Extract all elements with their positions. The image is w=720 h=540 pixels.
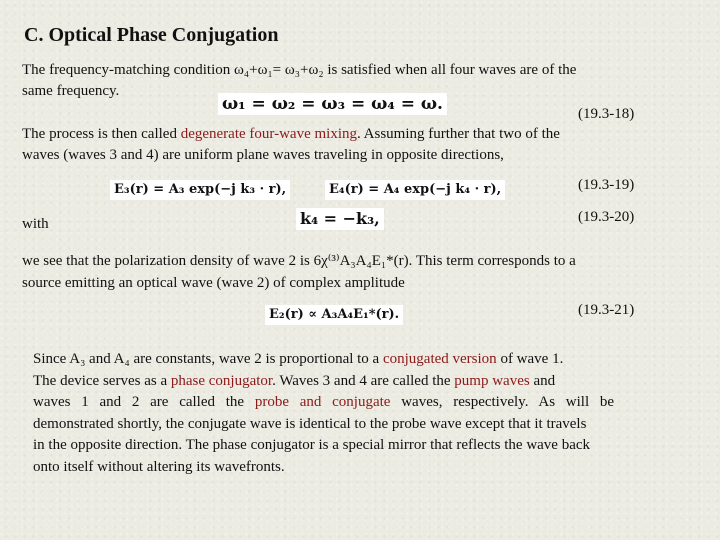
paragraph-l2-b: . Waves 3 and 4 are called the [272,372,455,389]
highlight-phase-conjugator: phase conjugator [170,372,273,389]
intro-prefix: The frequency-matching condition [22,62,235,78]
polarization-line-1: we see that the polarization density of wave 2 is 6χ⁽³⁾A₃A₄E₁*(r). This term corresponds to a [22,253,576,269]
highlight-probe-and-conjugate: probe and conjugate [254,394,391,410]
paragraph-l3-a: waves 1 and 2 are called the [33,394,255,410]
paragraph-l1-b: of wave 1. [496,351,564,367]
paragraph-line-6: onto itself without altering its wavefronts. [33,458,285,475]
paragraph-line-2 [33,371,703,393]
process-post: . Assuming further that two of the [357,126,560,142]
process-line-1 [22,124,560,145]
paragraph-line-3 [33,392,703,414]
highlight-degenerate-four-wave-mixing: degenerate four-wave mixing [180,126,357,142]
page-title: C. Optical Phase Conjugation [24,24,279,46]
equation-number-19-3-19: (19.3-19) [578,177,635,193]
final-paragraph [33,349,703,478]
intro-line-2: same frequency. [22,83,120,99]
paragraph-line-1 [33,349,703,371]
equation-19-3-20: k₄ = −k₃, [296,208,384,230]
highlight-pump-waves: pump waves [454,372,530,389]
frequency-condition: ω₄+ω₁= ω₃+ω₂ [234,62,324,78]
highlight-conjugated-version: conjugated version [382,351,497,367]
intro-line-1 [22,60,576,81]
paragraph-l3-b: waves, respectively. As will be [390,394,615,410]
polarization-line-2: source emitting an optical wave (wave 2) of complex amplitude [22,275,405,291]
equation-19-3-21: E₂(r) ∝ A₃A₄E₁*(r). [265,305,403,325]
paragraph-line-5: in the opposite direction. The phase conjugator is a special mirror that reflects the wave back [33,437,591,453]
equation-number-19-3-20: (19.3-20) [578,209,635,225]
process-pre: The process is then called [22,126,181,142]
paragraph-l1-a: Since A₃ and A₄ are constants, wave 2 is proportional to a [33,351,383,367]
equation-19-3-18: ω₁ = ω₂ = ω₃ = ω₄ = ω. [218,93,447,115]
equation-19-3-19-b: E₄(r) = A₄ exp(−j k₄ · r), [325,180,505,200]
equation-number-19-3-18: (19.3-18) [578,106,635,122]
paragraph-line-4: demonstrated shortly, the conjugate wave is identical to the probe wave except that it travels [33,415,587,432]
paragraph-l2-a: The device serves as a [33,372,171,389]
paragraph-line-1-text [33,349,563,371]
paragraph-l2-c: and [529,372,556,389]
equation-number-19-3-21: (19.3-21) [578,302,635,318]
intro-suffix: is satisfied when all four waves are of the [323,62,577,78]
equation-19-3-19-a: E₃(r) = A₃ exp(−j k₃ · r), [110,180,290,200]
process-line-2: waves (waves 3 and 4) are uniform plane waves traveling in opposite directions, [22,147,504,163]
with-label: with [22,216,49,232]
